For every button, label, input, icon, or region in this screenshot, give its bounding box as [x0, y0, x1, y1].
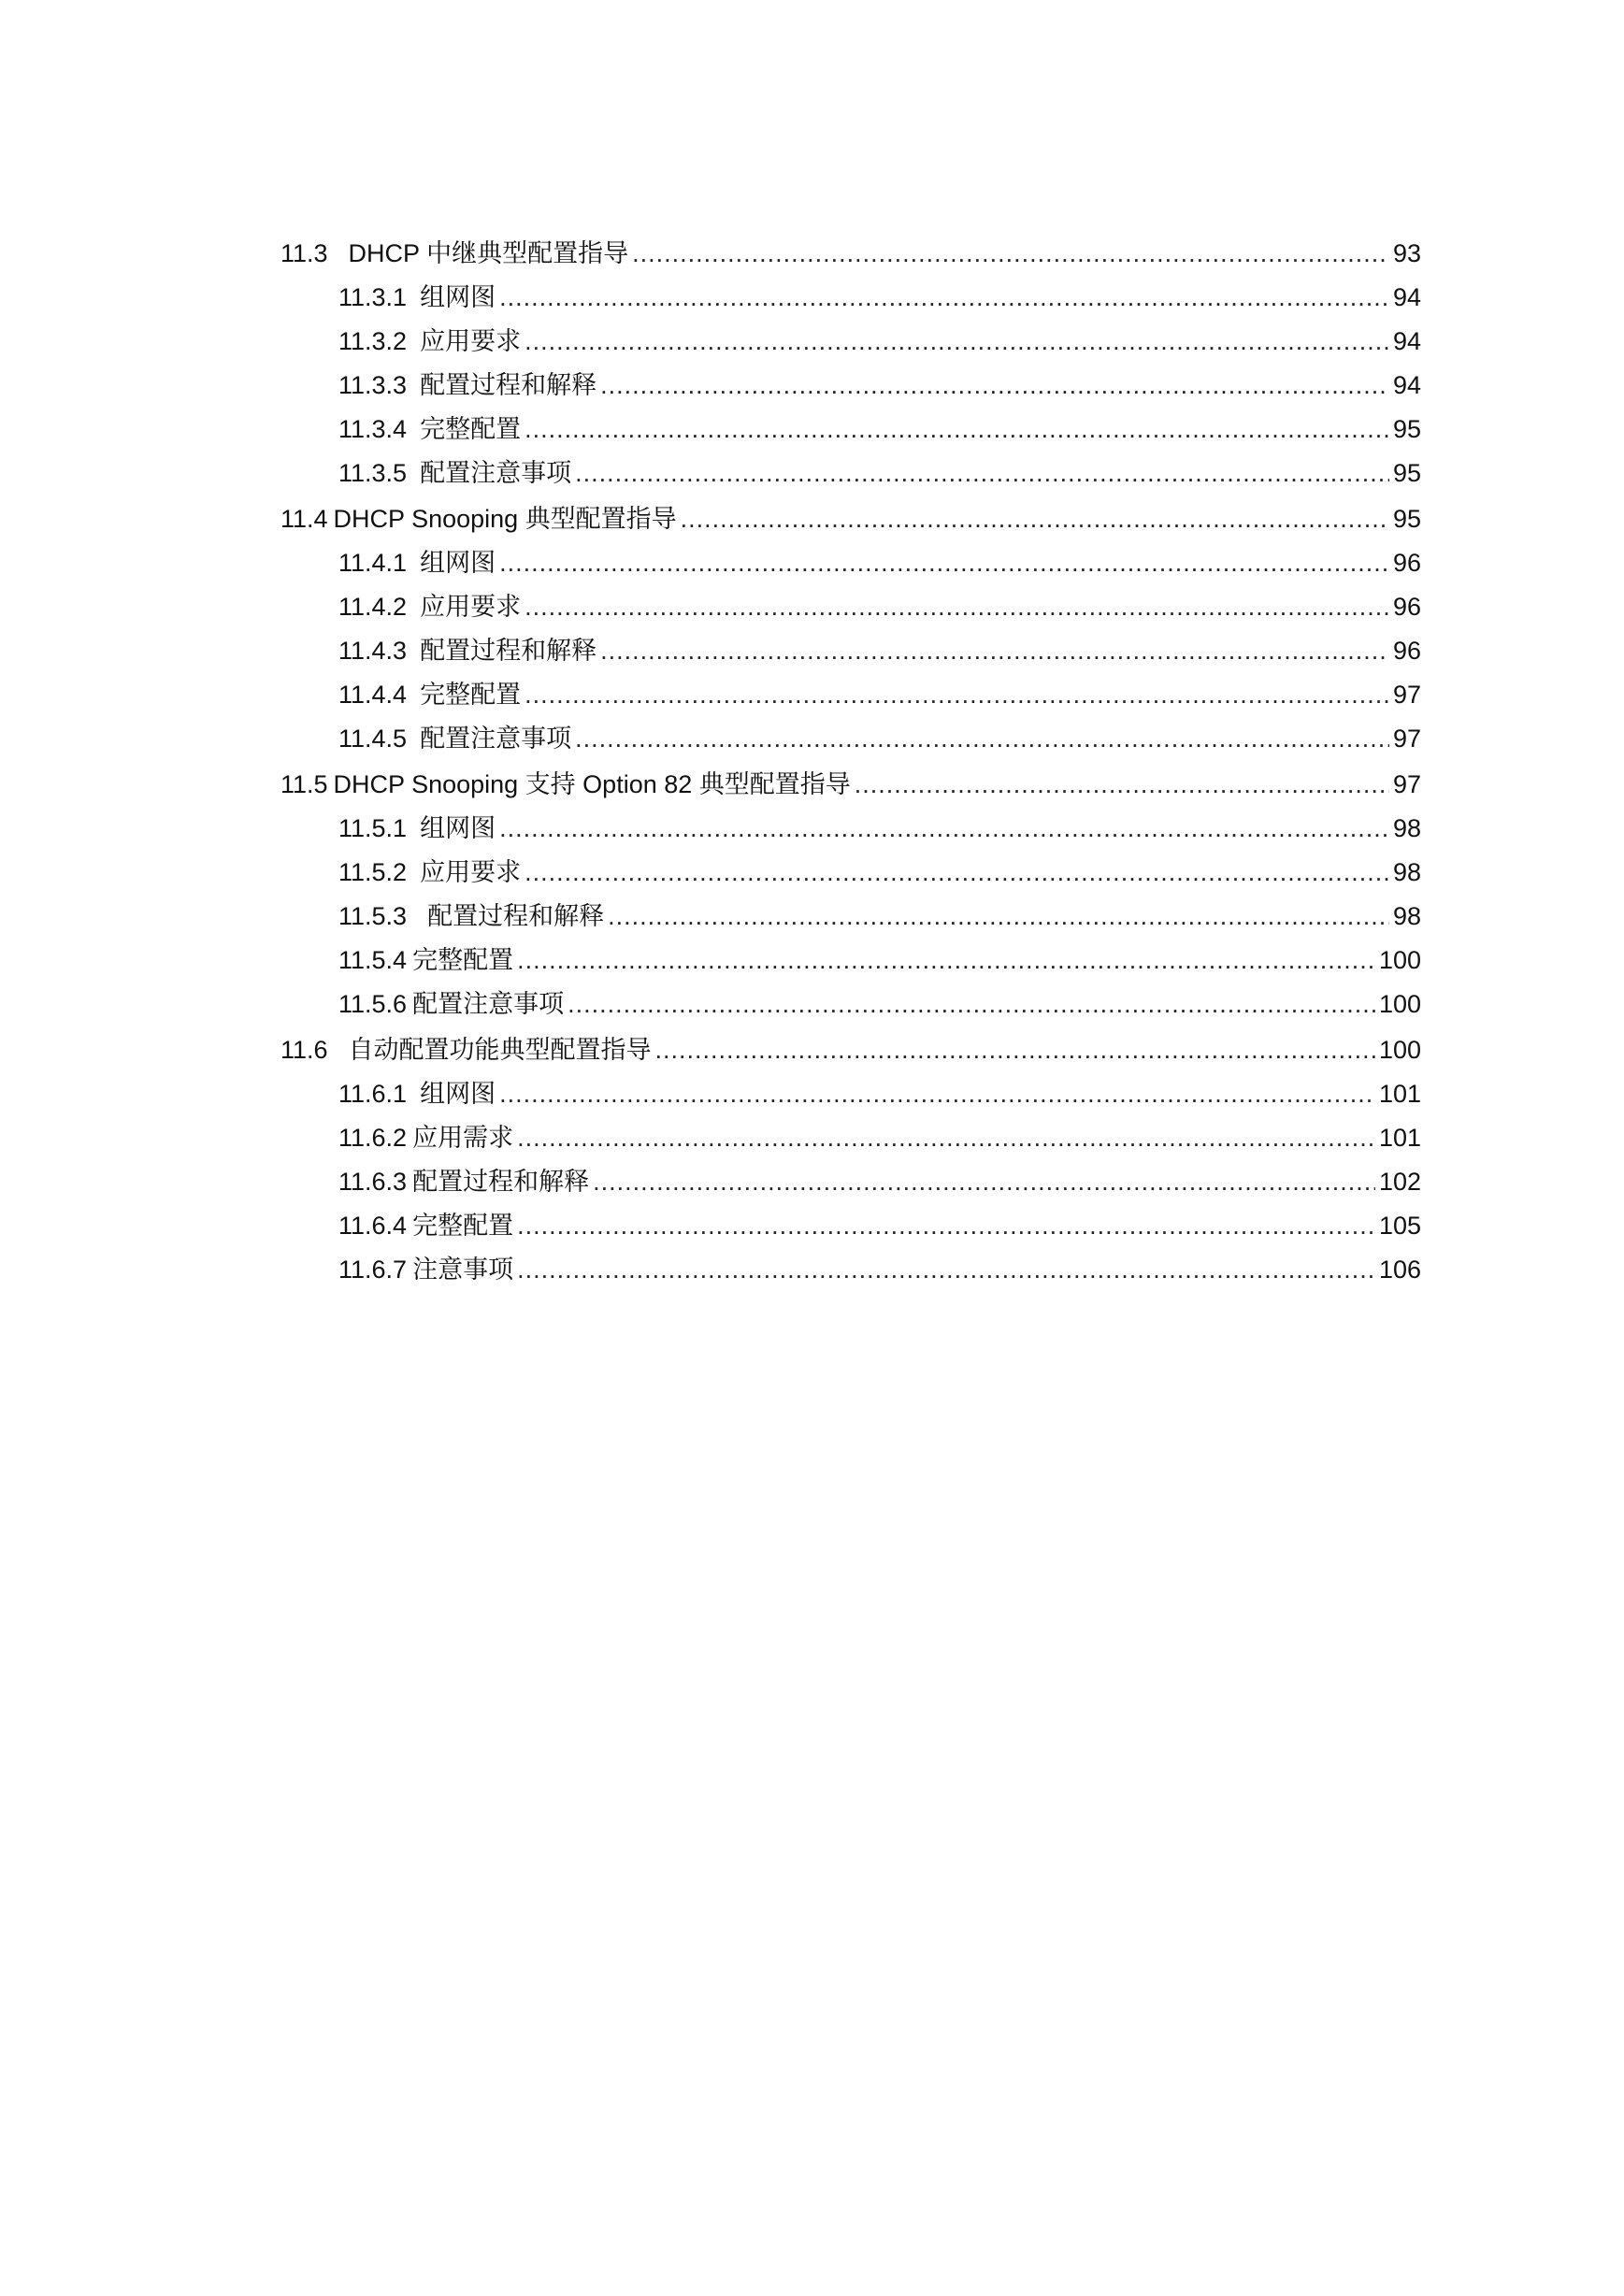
toc-entry-title: DHCP Snooping 典型配置指导 [333, 505, 677, 533]
toc-dot-leader [499, 283, 1389, 311]
toc-entry-number: 11.4.2 [338, 593, 408, 621]
toc-entry-page: 98 [1392, 814, 1421, 842]
toc-entry-title: 完整配置 [420, 681, 522, 709]
toc-entry-page: 100 [1378, 1036, 1421, 1064]
toc-entry-page: 94 [1392, 371, 1421, 399]
toc-entry-number: 11.5.3 [338, 902, 408, 930]
toc-entry-number: 11.5.6 [338, 990, 408, 1018]
toc-entry-title: 配置注意事项 [412, 990, 565, 1018]
toc-entry-page: 95 [1392, 505, 1421, 533]
toc-entry-title: 注意事项 [412, 1256, 514, 1284]
toc-entry-title: 应用要求 [420, 593, 522, 621]
toc-dot-leader [525, 681, 1389, 709]
toc-entry[interactable] [280, 593, 1421, 621]
toc-dot-leader [632, 239, 1389, 267]
toc-entry-page: 97 [1392, 770, 1421, 798]
toc-entry-page: 105 [1378, 1212, 1421, 1240]
toc-dot-leader [517, 1124, 1375, 1152]
toc-entry-page: 96 [1392, 549, 1421, 577]
toc-entry-number: 11.5 [280, 770, 328, 798]
toc-entry-page: 100 [1378, 946, 1421, 974]
toc-dot-leader [681, 505, 1389, 533]
toc-entry-title: 组网图 [420, 1080, 496, 1108]
toc-dot-leader [855, 770, 1389, 798]
toc-entry-title: 完整配置 [412, 946, 514, 974]
toc-dot-leader [499, 814, 1389, 842]
toc-entry[interactable] [280, 415, 1421, 443]
toc-entry-page: 97 [1392, 681, 1421, 709]
toc-dot-leader [575, 725, 1389, 753]
toc-entry-number: 11.3 [280, 239, 328, 267]
toc-entry-page: 100 [1378, 990, 1421, 1018]
toc-entry-number: 11.6.4 [338, 1212, 408, 1240]
toc-entry-title: 应用需求 [412, 1124, 514, 1152]
toc-entry-page: 94 [1392, 327, 1421, 355]
toc-entry[interactable] [280, 1168, 1421, 1196]
toc-entry[interactable] [280, 371, 1421, 399]
toc-dot-leader [525, 858, 1389, 886]
toc-dot-leader [593, 1168, 1375, 1196]
toc-entry[interactable] [280, 549, 1421, 577]
toc-entry-page: 102 [1378, 1168, 1421, 1196]
toc-entry[interactable] [280, 637, 1421, 665]
toc-dot-leader [575, 459, 1389, 487]
toc-entry[interactable] [280, 1036, 1421, 1064]
toc-entry-title: 组网图 [420, 814, 496, 842]
toc-entry-page: 101 [1378, 1124, 1421, 1152]
toc-entry[interactable] [280, 946, 1421, 974]
toc-entry[interactable] [280, 902, 1421, 930]
toc-entry-number: 11.6 [280, 1036, 328, 1064]
toc-entry-number: 11.5.2 [338, 858, 408, 886]
toc-entry-page: 93 [1392, 239, 1421, 267]
toc-entry[interactable] [280, 990, 1421, 1018]
toc-entry-number: 11.6.3 [338, 1168, 408, 1196]
toc-dot-leader [499, 549, 1389, 577]
toc-entry-number: 11.3.5 [338, 459, 408, 487]
toc-entry[interactable] [280, 1124, 1421, 1152]
toc-entry-title: DHCP 中继典型配置指导 [348, 239, 629, 267]
toc-entry-page: 96 [1392, 637, 1421, 665]
toc-entry[interactable] [280, 239, 1421, 267]
toc-entry-title: 配置过程和解释 [420, 371, 597, 399]
toc-entry[interactable] [280, 459, 1421, 487]
toc-entry-number: 11.6.2 [338, 1124, 408, 1152]
table-of-contents [280, 239, 1421, 1284]
toc-entry[interactable] [280, 681, 1421, 709]
toc-entry-number: 11.3.3 [338, 371, 408, 399]
toc-entry-page: 96 [1392, 593, 1421, 621]
toc-entry-page: 97 [1392, 725, 1421, 753]
toc-entry-page: 95 [1392, 415, 1421, 443]
toc-entry-number: 11.6.1 [338, 1080, 408, 1108]
toc-entry-title: 配置过程和解释 [427, 902, 605, 930]
toc-dot-leader [517, 946, 1375, 974]
toc-dot-leader [655, 1036, 1375, 1064]
toc-entry-number: 11.3.1 [338, 283, 408, 311]
toc-entry[interactable] [280, 1080, 1421, 1108]
toc-entry-number: 11.6.7 [338, 1256, 408, 1284]
toc-entry[interactable] [280, 725, 1421, 753]
toc-entry-title: DHCP Snooping 支持 Option 82 典型配置指导 [333, 770, 851, 798]
toc-dot-leader [525, 327, 1389, 355]
toc-entry-page: 101 [1378, 1080, 1421, 1108]
toc-entry-title: 应用要求 [420, 327, 522, 355]
toc-entry-number: 11.4.1 [338, 549, 408, 577]
toc-entry[interactable] [280, 505, 1421, 533]
toc-dot-leader [517, 1212, 1375, 1240]
toc-entry[interactable] [280, 327, 1421, 355]
toc-entry-page: 98 [1392, 858, 1421, 886]
toc-entry[interactable] [280, 1212, 1421, 1240]
toc-entry-title: 配置过程和解释 [412, 1168, 590, 1196]
toc-entry-title: 组网图 [420, 549, 496, 577]
toc-entry-title: 配置注意事项 [420, 459, 572, 487]
toc-entry-title: 配置过程和解释 [420, 637, 597, 665]
toc-entry-number: 11.4.3 [338, 637, 408, 665]
toc-entry-title: 自动配置功能典型配置指导 [348, 1036, 652, 1064]
toc-entry-page: 106 [1378, 1256, 1421, 1284]
toc-entry-number: 11.4.5 [338, 725, 408, 753]
toc-entry[interactable] [280, 814, 1421, 842]
toc-entry-page: 98 [1392, 902, 1421, 930]
toc-dot-leader [499, 1080, 1375, 1108]
toc-dot-leader [525, 593, 1389, 621]
toc-entry-title: 组网图 [420, 283, 496, 311]
toc-entry[interactable] [280, 770, 1421, 798]
toc-entry-page: 94 [1392, 283, 1421, 311]
toc-entry-title: 完整配置 [412, 1212, 514, 1240]
toc-entry-number: 11.3.4 [338, 415, 408, 443]
toc-entry-title: 配置注意事项 [420, 725, 572, 753]
toc-dot-leader [525, 415, 1389, 443]
toc-entry[interactable] [280, 283, 1421, 311]
toc-dot-leader [568, 990, 1375, 1018]
toc-entry-page: 95 [1392, 459, 1421, 487]
toc-entry-title: 应用要求 [420, 858, 522, 886]
toc-dot-leader [600, 371, 1389, 399]
toc-dot-leader [600, 637, 1389, 665]
toc-entry-number: 11.5.1 [338, 814, 408, 842]
toc-entry-number: 11.4.4 [338, 681, 408, 709]
toc-entry[interactable] [280, 1256, 1421, 1284]
toc-dot-leader [517, 1256, 1375, 1284]
toc-entry-number: 11.3.2 [338, 327, 408, 355]
toc-entry-number: 11.5.4 [338, 946, 408, 974]
toc-dot-leader [608, 902, 1389, 930]
toc-entry[interactable] [280, 858, 1421, 886]
toc-entry-number: 11.4 [280, 505, 328, 533]
toc-entry-title: 完整配置 [420, 415, 522, 443]
